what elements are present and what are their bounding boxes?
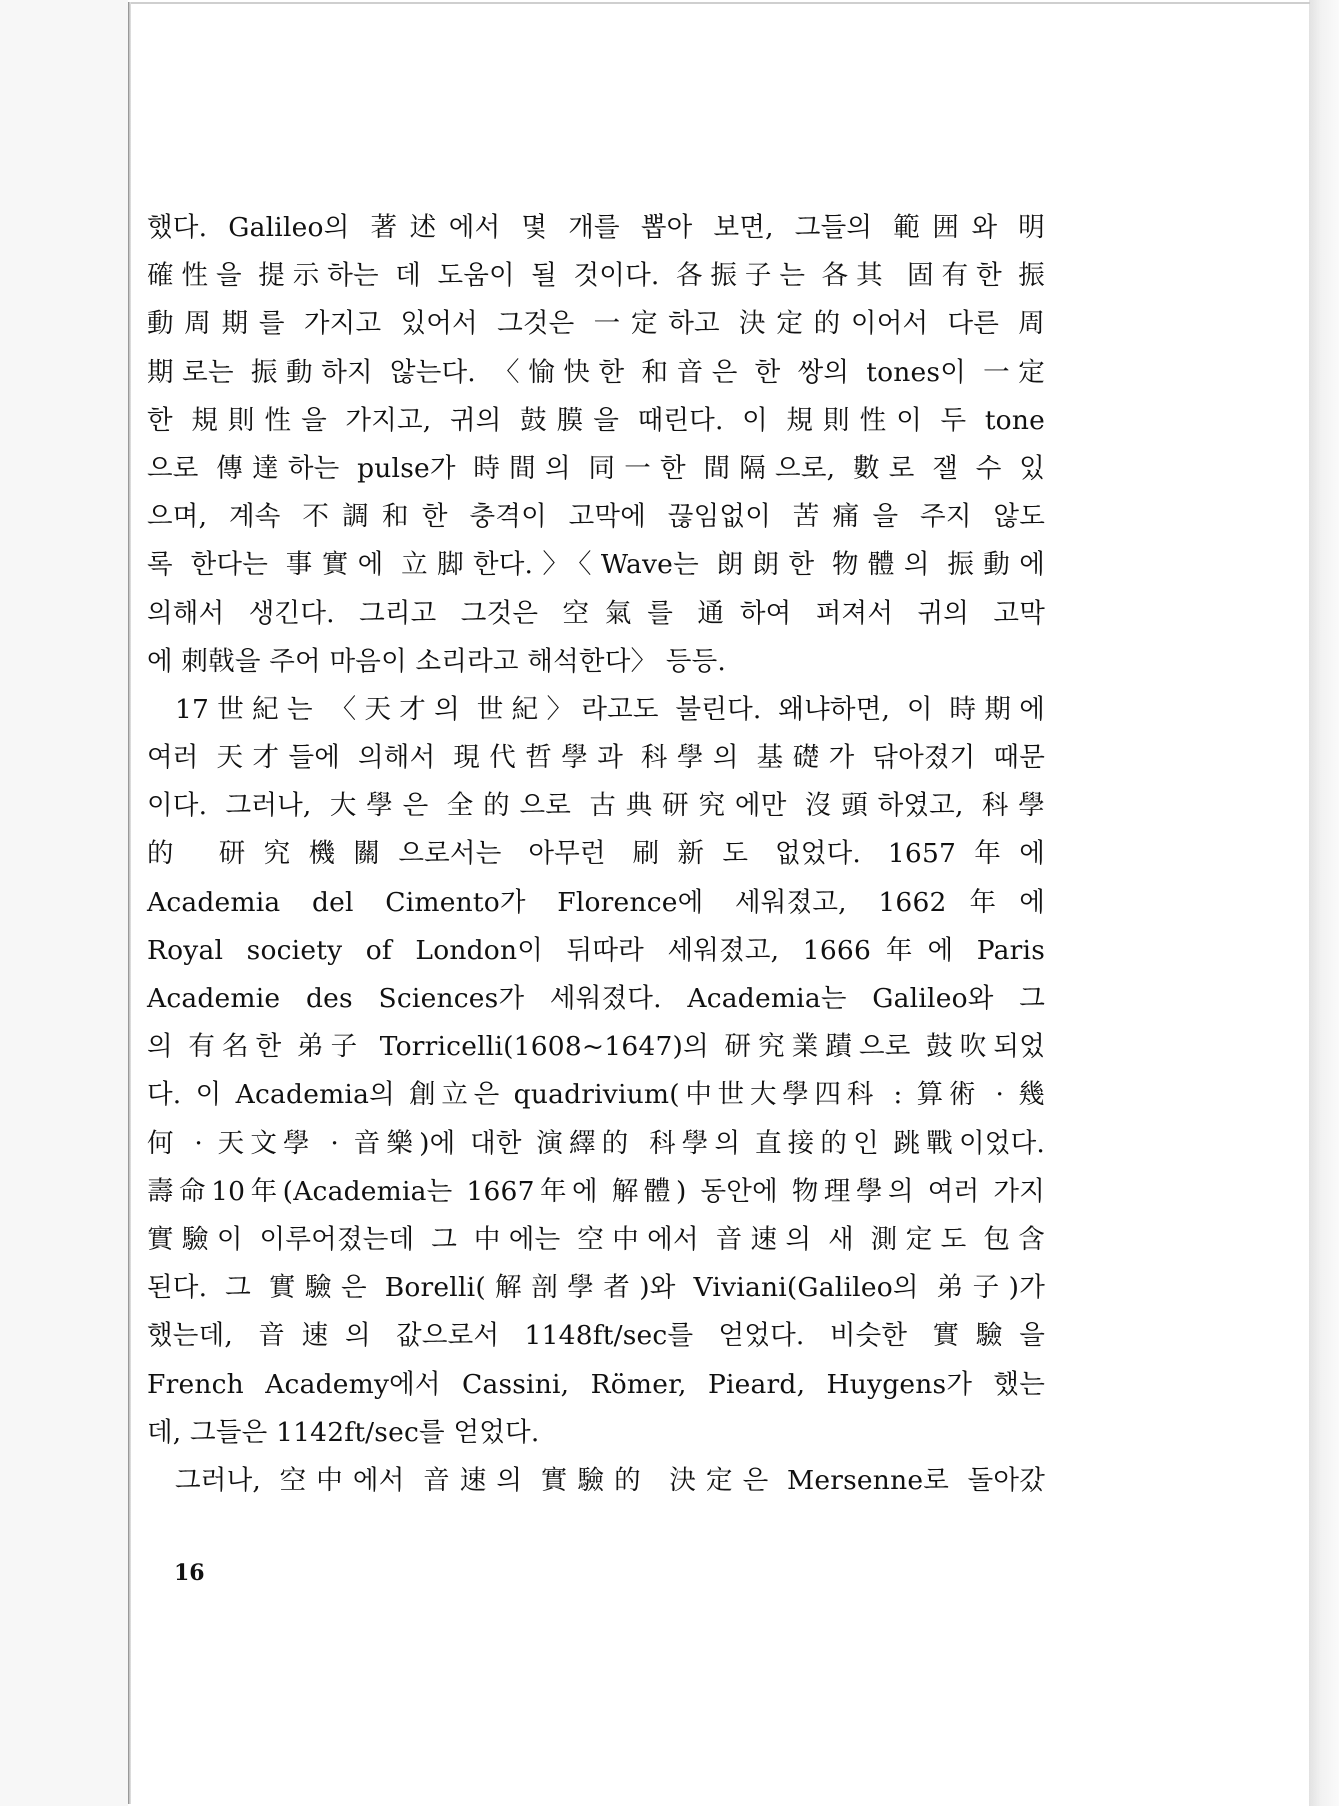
text-line: 이다. 그러나, 大學은 全的으로 古典研究에만 沒頭하였고, 科學 [147,790,1045,822]
text-line: Academie des Sciences가 세워졌다. Academia는 Galileo와 그 [147,983,1045,1014]
page-top-edge [130,2,1310,4]
text-line: 에 刺戟을 주어 마음이 소리라고 해석한다〉 등등. [147,645,727,677]
text-line: 그러나, 空中에서 音速의 實驗的 決定은 Mersenne로 돌아갔 [175,1464,1045,1496]
text-line: 17世紀는 〈天才의 世紀〉라고도 불린다. 왜냐하면, 이 時期에 [175,693,1045,725]
text-line: 壽命10年(Academia는 1667年에 解體) 동안에 物理學의 여러 가지 [147,1175,1045,1207]
text-line: 期로는 振動하지 않는다. 〈愉快한 和音은 한 쌍의 tones이 一定 [147,356,1045,388]
viewer-background-right [1309,0,1339,1806]
text-line: 何 · 天文學 · 音樂)에 대한 演繹的 科學의 直接的인 跳戰이었다. [147,1127,1045,1159]
text-line: 된다. 그 實驗은 Borelli(解剖學者)와 Viviani(Galileo의 弟子)가 [147,1272,1045,1304]
text-line: 實驗이 이루어졌는데 그 中에는 空中에서 音速의 새 測定도 包含 [147,1223,1045,1255]
text-line: 으로 傳達하는 pulse가 時間의 同一한 間隔으로, 數로 잴 수 있 [147,452,1045,484]
text-line: 다. 이 Academia의 創立은 quadrivium(中世大學四科 : 算術 · 幾 [147,1079,1045,1111]
text-line: 여러 天才들에 의해서 現代哲學과 科學의 基礎가 닦아졌기 때문 [147,742,1045,774]
page-number: 16 [174,1560,205,1586]
text-line: 의해서 생긴다. 그리고 그것은 空氣를 通하여 퍼져서 귀의 고막 [147,597,1045,629]
text-line: 록 한다는 事實에 立脚한다.〉〈Wave는 朗朗한 物體의 振動에 [147,549,1045,581]
text-line: 했는데, 音速의 값으로서 1148ft/sec를 얻었다. 비슷한 實驗을 [147,1320,1045,1352]
text-line: 했다. Galileo의 著述에서 몇 개를 뽑아 보면, 그들의 範囲와 明 [147,212,1045,243]
text-line: 確性을 提示하는 데 도움이 될 것이다. 各振子는 各其 固有한 振 [147,260,1045,292]
body-text [147,204,1045,1505]
text-line: 의 有名한 弟子 Torricelli(1608~1647)의 研究業蹟으로 鼓吹되었 [147,1031,1045,1063]
text-line: 한 規則性을 가지고, 귀의 鼓膜을 때린다. 이 規則性이 두 tone [147,404,1045,436]
text-line: 動周期를 가지고 있어서 그것은 一定하고 決定的이어서 다른 周 [147,308,1045,340]
text-line: 으며, 계속 不調和한 충격이 고막에 끊임없이 苦痛을 주지 않도 [147,501,1045,533]
text-line: Royal society of London이 뒤따라 세워졌고, 1666年에 Paris [147,934,1045,966]
text-line: Academia del Cimento가 Florence에 세워졌고, 1662年에 [147,886,1045,918]
text-line: French Academy에서 Cassini, Römer, Pieard, Huygens가 했는 [147,1368,1045,1400]
text-line: 데, 그들은 1142ft/sec를 얻었다. [147,1416,540,1448]
text-line: 的 研究機關으로서는 아무런 刷新도 없었다. 1657年에 [147,838,1045,870]
page-left-edge [128,2,131,1804]
viewer-background-left [0,0,128,1806]
